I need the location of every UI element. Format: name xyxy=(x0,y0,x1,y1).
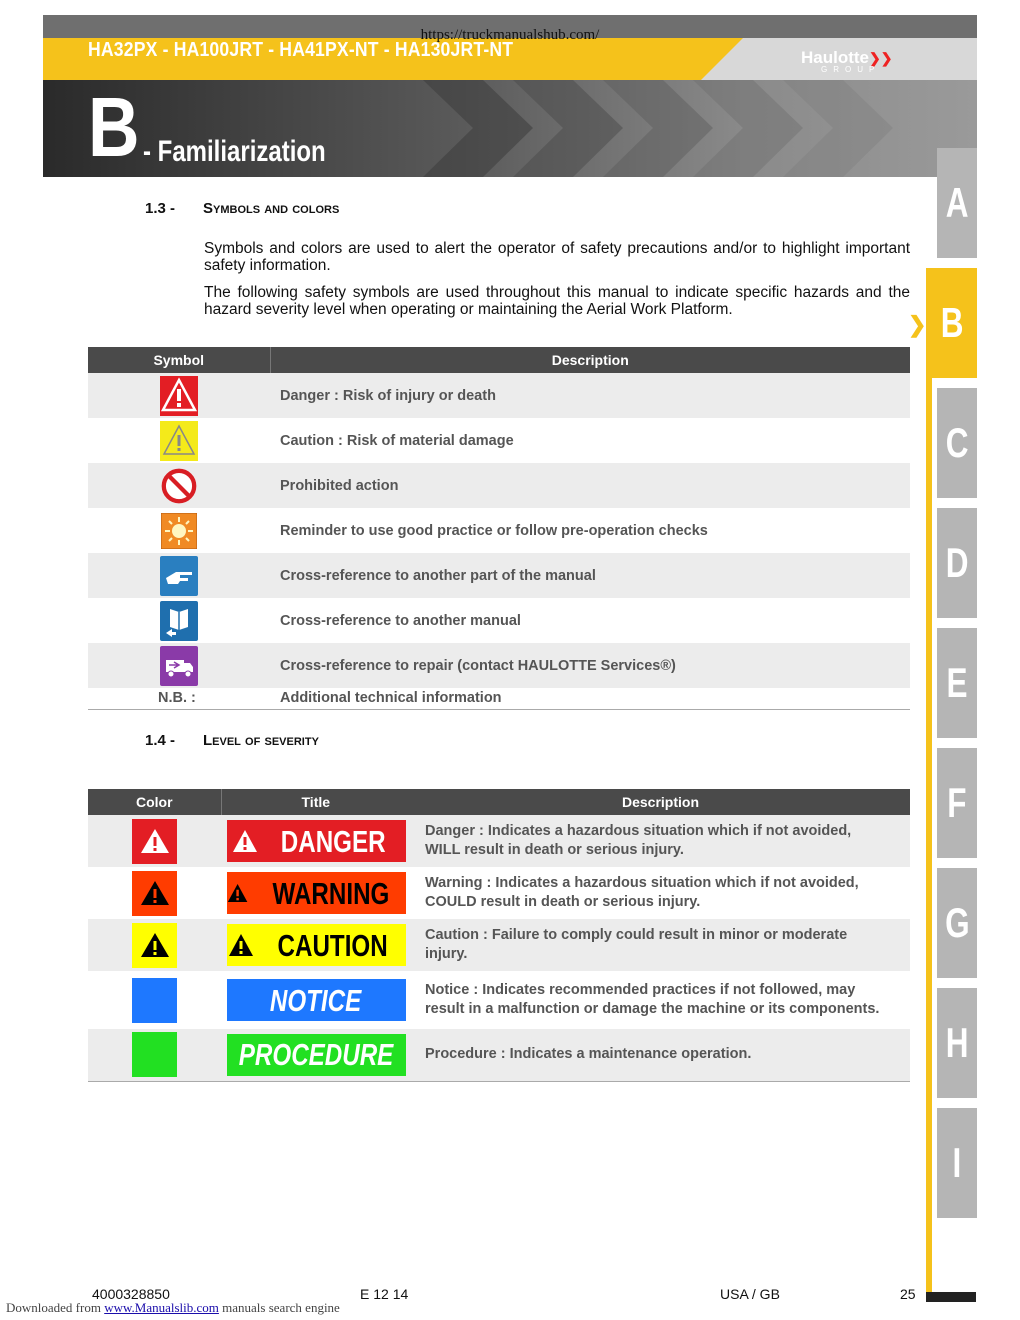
logo-name: Haulotte xyxy=(801,48,869,67)
tab-g[interactable]: G xyxy=(937,868,977,978)
manual-book-icon xyxy=(160,601,198,641)
download-note xyxy=(6,1300,340,1316)
severity-table xyxy=(88,789,910,1082)
intro-paragraph: Symbols and colors are used to alert the operator of safety precautions and/or to highlight important safety information. xyxy=(204,240,910,274)
banner-label: WARNING xyxy=(272,875,390,911)
table-row xyxy=(88,971,910,1029)
footer-doc-number: 4000328850 xyxy=(92,1286,170,1302)
watermark-url: https://truckmanualshub.com/ xyxy=(420,27,600,43)
prohibited-icon xyxy=(160,466,198,506)
logo-group: GROUP xyxy=(821,65,881,74)
banner-label: PROCEDURE xyxy=(238,1037,394,1073)
side-accent-line xyxy=(926,268,932,1296)
service-truck-icon xyxy=(160,646,198,686)
section-number: 1.4 - xyxy=(145,732,176,749)
danger-banner xyxy=(227,820,406,862)
logo-chevron-icon: ❯❯ xyxy=(869,50,893,66)
table-row xyxy=(88,1029,910,1081)
table-row xyxy=(88,867,910,919)
reminder-sun-icon xyxy=(160,511,198,551)
notice-color-swatch xyxy=(132,978,177,1023)
column-header-description: Description xyxy=(411,789,910,815)
symbol-description: Caution : Risk of material damage xyxy=(280,432,514,449)
tab-e[interactable]: E xyxy=(937,628,977,738)
manualslib-link[interactable]: www.Manualslib.com xyxy=(104,1300,219,1315)
footer-edition: E 12 14 xyxy=(360,1286,409,1302)
footer-page-number: 25 xyxy=(900,1286,916,1302)
haulotte-logo xyxy=(801,48,892,74)
section-letter: B xyxy=(88,80,140,174)
section-number: 1.3 - xyxy=(145,200,176,217)
banner-label: NOTICE xyxy=(270,982,362,1018)
caution-color-swatch xyxy=(132,923,177,968)
column-header-symbol: Symbol xyxy=(88,347,270,373)
download-suffix: manuals search engine xyxy=(218,1300,340,1315)
table-row xyxy=(88,919,910,971)
caution-banner xyxy=(227,924,406,966)
severity-description: Danger : Indicates a hazardous situation which if not avoided, WILL result in death or serious injury. xyxy=(411,815,910,867)
tab-i[interactable]: I xyxy=(937,1108,977,1218)
symbols-table xyxy=(88,347,910,710)
procedure-banner xyxy=(227,1034,406,1076)
table-row xyxy=(88,643,910,688)
column-header-color: Color xyxy=(88,789,221,815)
nb-text: Additional technical information xyxy=(270,688,910,709)
table-row xyxy=(88,463,910,508)
warning-color-swatch xyxy=(132,871,177,916)
table-row xyxy=(88,598,910,643)
column-header-title: Title xyxy=(221,789,411,815)
table-row-nb xyxy=(88,688,910,709)
pointing-hand-icon xyxy=(160,556,198,596)
section-1-3-heading xyxy=(145,200,339,217)
table-row xyxy=(88,815,910,867)
symbol-description: Cross-reference to repair (contact HAULOTTE Services®) xyxy=(270,643,910,688)
tab-d[interactable]: D xyxy=(937,508,977,618)
danger-color-swatch xyxy=(132,819,177,864)
tab-b[interactable]: B xyxy=(927,268,977,378)
decorative-chevrons xyxy=(423,80,977,177)
warning-triangle-icon xyxy=(227,881,248,905)
symbols-paragraph: The following safety symbols are used throughout this manual to indicate specific hazards and the hazard severity level when operating or maintaining the Aerial Work Platform. xyxy=(204,284,910,318)
symbol-description: Danger : Risk of injury or death xyxy=(270,373,910,418)
warning-triangle-icon xyxy=(228,933,254,957)
banner-label: DANGER xyxy=(280,823,386,859)
procedure-color-swatch xyxy=(132,1032,177,1077)
side-bottom-bar xyxy=(926,1292,976,1302)
footer-region: USA / GB xyxy=(720,1286,780,1302)
notice-banner xyxy=(227,979,406,1021)
table-row xyxy=(88,373,910,418)
warning-banner xyxy=(227,872,406,914)
nb-label: N.B. : xyxy=(88,688,270,709)
symbol-description: Prohibited action xyxy=(270,463,910,508)
table-header-row xyxy=(88,347,910,373)
table-row xyxy=(88,553,910,598)
severity-description: Notice : Indicates recommended practices if not followed, may result in a malfunction or damage the machine or its components. xyxy=(425,982,880,1017)
section-heading-title: Symbols and colors xyxy=(203,200,340,217)
section-title: - Familiarization xyxy=(143,135,326,168)
tab-f[interactable]: F xyxy=(937,748,977,858)
warning-triangle-icon xyxy=(232,829,258,853)
severity-description: Procedure : Indicates a maintenance operation. xyxy=(411,1029,910,1081)
section-heading-title: Level of severity xyxy=(203,732,319,749)
active-tab-arrow-icon: ❯ xyxy=(908,312,927,337)
table-header-row xyxy=(88,789,910,815)
table-row xyxy=(88,418,910,463)
severity-description: Caution : Failure to comply could result in minor or moderate injury. xyxy=(411,919,910,971)
symbol-description: Cross-reference to another part of the manual xyxy=(270,553,910,598)
table-row xyxy=(88,508,910,553)
danger-triangle-icon xyxy=(160,376,198,416)
column-header-description: Description xyxy=(270,347,910,373)
caution-triangle-icon xyxy=(160,421,198,461)
symbol-description: Reminder to use good practice or follow pre-operation checks xyxy=(280,522,708,539)
tab-h[interactable]: H xyxy=(937,988,977,1098)
section-1-4-heading xyxy=(145,732,319,749)
tab-a[interactable]: A xyxy=(937,148,977,258)
severity-description: Warning : Indicates a hazardous situation which if not avoided, COULD result in death or serious injury. xyxy=(425,875,859,910)
banner-label: CAUTION xyxy=(277,927,389,963)
symbol-description: Cross-reference to another manual xyxy=(280,612,521,629)
download-prefix: Downloaded from xyxy=(6,1300,105,1315)
model-line: HA32PX - HA100JRT - HA41PX-NT - HA130JRT-NT xyxy=(88,39,514,61)
tab-c[interactable]: C xyxy=(937,388,977,498)
